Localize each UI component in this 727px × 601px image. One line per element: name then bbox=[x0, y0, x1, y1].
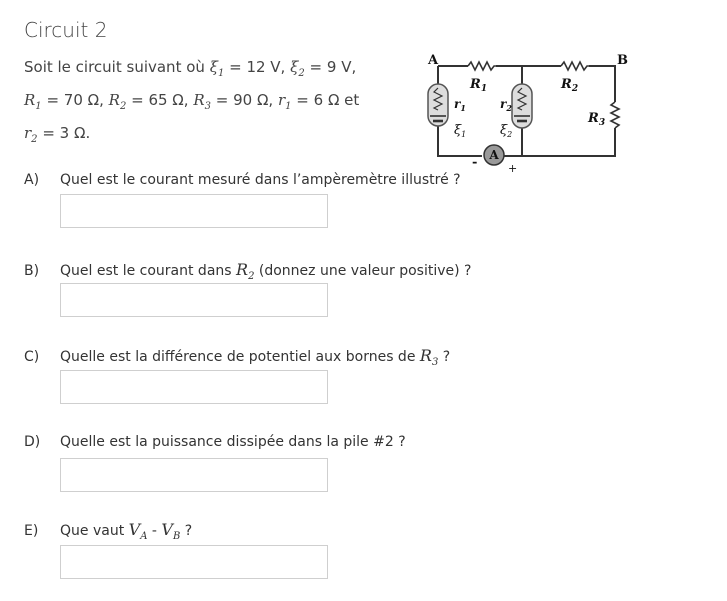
r3-wire-lower bbox=[514, 128, 615, 156]
ammeter-plus-label: + bbox=[508, 162, 518, 175]
question-b: B) Quel est le courant dans $R_2$ (donnez une valeur positive) ? bbox=[24, 260, 472, 283]
R1-value: = 70 Ω, bbox=[46, 91, 104, 109]
ammeter-icon bbox=[484, 145, 504, 165]
r1-value: = 6 Ω et bbox=[296, 91, 360, 109]
xi2-label: $\xi_2$ bbox=[500, 123, 513, 139]
top-wire-right bbox=[589, 66, 615, 102]
problem-statement bbox=[24, 54, 424, 153]
page-title: Circuit 2 bbox=[24, 18, 108, 42]
r2-small-symbol: $r_2$ bbox=[24, 124, 38, 145]
xi1-symbol: $\xi_1$ bbox=[209, 58, 225, 79]
r1-small-symbol: $r_1$ bbox=[277, 91, 292, 112]
intro-lead: Soit le circuit suivant où bbox=[24, 58, 205, 76]
xi1-value: = 12 V, bbox=[229, 58, 286, 76]
answer-d-input[interactable] bbox=[60, 458, 328, 492]
R3-value: = 90 Ω, bbox=[215, 91, 274, 109]
xi2-symbol: $\xi_2$ bbox=[290, 58, 305, 79]
resistor-r1-icon bbox=[468, 62, 496, 70]
r3-label: $R_3$ bbox=[588, 111, 606, 128]
r2-internal-label: $r_2$ bbox=[500, 97, 512, 113]
answer-c-input[interactable] bbox=[60, 370, 328, 404]
resistor-r2-icon bbox=[561, 62, 589, 70]
r2-label: $R_2$ bbox=[561, 77, 579, 94]
question-c: C) Quelle est la différence de potentiel aux bornes de $R_3$ ? bbox=[24, 346, 451, 369]
r3-big-symbol: $R_3$ bbox=[193, 91, 211, 112]
battery-1-icon bbox=[428, 84, 448, 126]
question-e: E) Que vaut $V_A - V_B$ ? bbox=[24, 520, 193, 543]
resistor-r3-icon bbox=[611, 102, 619, 128]
R2-value: = 65 Ω, bbox=[131, 91, 189, 109]
circuit-diagram bbox=[420, 44, 628, 176]
answer-e-input[interactable] bbox=[60, 545, 328, 579]
answer-a-input[interactable] bbox=[60, 194, 328, 228]
xi1-label: $\xi_1$ bbox=[454, 123, 467, 139]
r2-value: = 3 Ω. bbox=[42, 124, 91, 142]
battery-2-icon bbox=[512, 84, 532, 128]
svg-text:A: A bbox=[489, 148, 499, 162]
r1-big-symbol: $R_1$ bbox=[24, 91, 42, 112]
ammeter-minus-label: - bbox=[472, 155, 478, 170]
answer-b-input[interactable] bbox=[60, 283, 328, 317]
xi2-value: = 9 V, bbox=[309, 58, 357, 76]
r2-big-symbol: $R_2$ bbox=[108, 91, 127, 112]
question-a: A) Quel est le courant mesuré dans l’ampèremètre illustré ? bbox=[24, 172, 461, 188]
r1-label: $R_1$ bbox=[470, 77, 488, 94]
node-b-label: B bbox=[617, 53, 628, 68]
r1-internal-label: $r_1$ bbox=[454, 97, 466, 113]
question-d: D) Quelle est la puissance dissipée dans la pile #2 ? bbox=[24, 434, 406, 450]
node-a-label: A bbox=[428, 53, 439, 68]
